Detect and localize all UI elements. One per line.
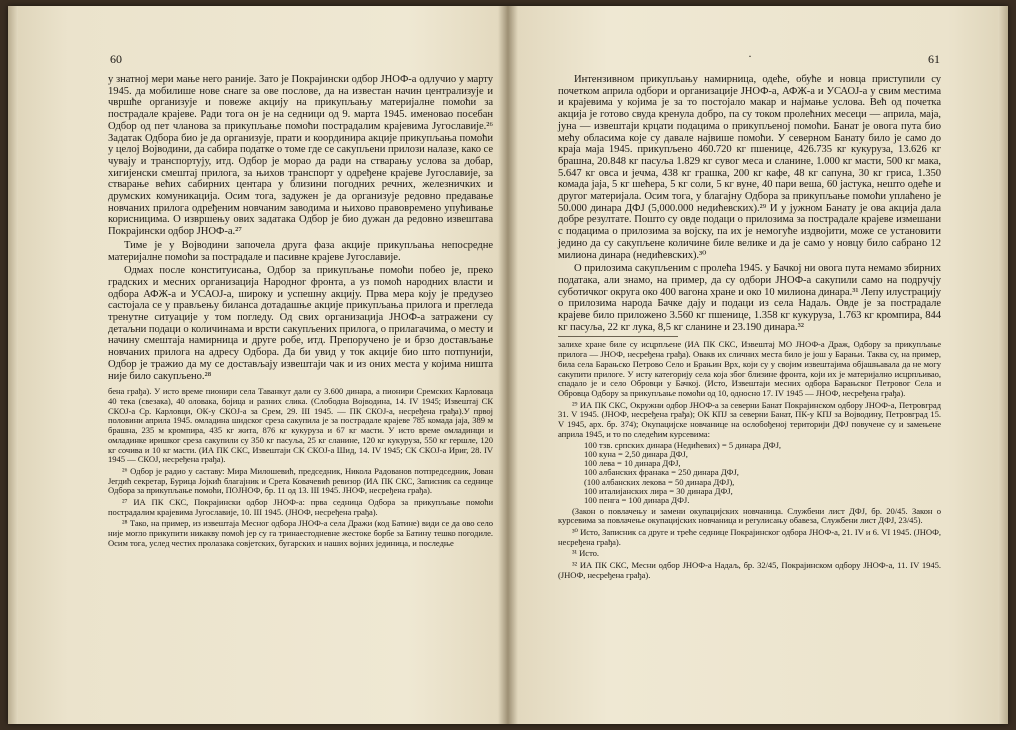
right-page-content	[558, 74, 941, 581]
body-paragraph: Одмах после конституисања, Одбор за прикупљање помоћи побео је, преко градских и месних организација Народног фронта, а уз помоћ народних власти и одбора АФЖ-а и УСАОЈ-а, широку и успешну акцију. Прва мера коју је предузео састојала се у прављењу биланса дотадашње акције прикупљања прилога и прегледа тренутне ситуације у том погледу. Од свих организација ЈНОФ-а затражени су детаљни подаци о количинама и врсти сакупљених прилога, о прилагачима, о месту и начину смештаја намирница и друге робе, итд. Препоручено је и брзо достављање новчаних прилога на адресу Одбора. Да би увид у ток акције био што потпунији, Одбор је тражио да му се достављају извештаји чак и из оних места у којима ништа није било сакупљено.²⁸	[108, 265, 493, 382]
footnote: ²⁷ ИА ПК СКС, Покрајински одбор ЈНОФ-а: прва седница Одбора за прикупљање помоћи пострадалим крајевима Југославије, 10. III 1945. (ЈНОФ, несређена грађа).	[108, 497, 493, 517]
footnote: ²⁶ Одбор је радио у саставу: Мира Милошевић, председник, Никола Радованов потпредседник, Јован Јегдић секретар, Бурица Јојкић благајник и Срета Ковачевић ревизор (ИА ПК СКС, Записник са седнице Одбора за прикупљање помоћи, ПОЈНОФ, бр. 11 од 13. III 1945. ЈНОФ, несређена грађа).	[108, 465, 493, 496]
exchange-rate-item: (100 албанских лекова = 50 динара ДФЈ),	[584, 476, 735, 487]
footnote: ³⁰ Исто, Записник са друге и треће седнице Покрајинског одбора ЈНОФ-а, 21. IV и 6. VI 1945. (ЈНОФ, несређена грађа).	[558, 526, 941, 547]
body-paragraph: Тиме је у Војводини започела друга фаза акције прикупљања непосредне материјалне помоћи за пострадале и пасивне крајеве Југославије.	[108, 239, 493, 263]
footnotes	[108, 387, 493, 548]
right-page	[508, 6, 1008, 724]
footnote-divider	[558, 336, 678, 337]
exchange-rate-item: 100 албанских франака = 250 динара ДФЈ,	[584, 467, 739, 478]
exchange-rate-item: 100 пенга = 100 динара ДФЈ.	[584, 495, 690, 506]
page-number: 60	[110, 52, 122, 66]
footnote: залихе хране биле су исцрпљене (ИА ПК СКС, Извештај МО ЈНОФ-а Драж, Одбору за прикупљање прилога — ЈНОФ, несређена грађа). Овакв их сличних места било је још у Барањи. Таква су, на пример, била села Барањско Петрово Село и Брањин Врх, који су у својим извештајима објашњавала да не могу сакупити прилоге. У исту категорију села која због близине фронта, који их је материјално исцрпљивао, спадало је и село Обровци у Бачкој. (Исто, Извештаји месних одбора Барањског Петровог Села и Обровца Одбору за прикупљање помоћи од 10, односно 17. IV 1945 — ЈНОФ, несређена грађа).	[558, 339, 941, 398]
exchange-rate-item: 100 куна = 2,50 динара ДФЈ,	[584, 448, 688, 459]
footnote: ³² ИА ПК СКС, Месни одбор ЈНОФ-а Надаљ, бр. 32/45, Покрајинском одбору ЈНОФ-а, 11. IV 1945. (ЈНОФ, несређена грађа).	[558, 560, 941, 580]
body-paragraph: О прилозима сакупљеним с пролећа 1945. у Бачкој ни овога пута немамо збирних података, али знамо, на пример, да су одбори ЈНОФ-а сакупили само на подручју суботичког округа око 400 вагона хране и око 10 милиона динара.³¹ Лепу илустрацију о прилозима народа Бачке дају и подаци из села Надаљ. Овде је за пострадале крајеве било приложено 3.560 кг пшенице, 1.358 кг кукуруза, 1.763 кг кромпира, 844 кг пасуља, 22 кг лука, 8,5 кг сланине и 23.190 динара.³²	[558, 263, 941, 333]
footnote: ²⁸ Тако, на пример, из извештаја Месног одбора ЈНОФ-а села Дражи (код Батине) види се да ово село није могло прикупити никакву помоћ јер су га тринаестодневне жестоке борбе за Батину тешко погодиле. Осим тога, услед честих пролазака совјетских, бугарских и наших војних јединица, и последње	[108, 518, 493, 548]
exchange-rate-item: 100 лева = 10 динара ДФЈ,	[584, 458, 681, 469]
exchange-rate-item: 100 тзв. српских динара (Недићевих) = 5 динара ДФЈ,	[584, 439, 782, 450]
page-number: 61	[928, 52, 940, 66]
footnote: бена грађа). У исто време пионири села Таванкут дали су 3.600 динара, а пионири Сремских Карловаца 40 тека (свезака), 40 оловака, бојица и разних слика. (Слободна Војводина, 14. IV 1945; Извештај СК СКОЈ-а Ср. Карловци, ОК-у СКОЈ-а за Срем, 29. III 1945. — ПК СКОЈ-а, несређена грађа).У првој половини априла 1945. омладина шидског среза сакупила је за пострадале крајеве 785 комада јаја, 389 м брашна, 235 м кромпира, 435 кг жита, 876 кг кукуруза и 67 кг масти. У исто време омладинци и омладинке иришког среза сакупили су 350 кг пасуља, 25 кг сланине, 120 кг кукуруза, 550 кг гершле, 120 кг сочива и 10 кг масти. (ИА ПК СКС, Извештаји СК СКОЈ-а Шид, 14. IV 1945; СК СКОЈ-а Ириг, 28. IV 1945 — СКОЈ, несређена грађа).	[108, 386, 493, 465]
body-paragraph: Интензивном прикупљању намирница, одеће, обуће и новца приступили су почетком априла одбори и организације ЈНОФ-а, АФЖ-а и УСАОЈ-а у свим местима и крајевима у којима је за то постојало макар и најмање услова. Већ од почетка акција је готово свуда кренула добро, па су током пролећних месеци — априла, маја, јуна — извештаји крцати подацима о прикупљеној помоћи. Банат је овога пута био мећу обласима које су давале највише помоћи. У северном Банату било је само до краја маја 1945. прикупљено 460.720 кг пшенице, 426.735 кг кукуруза, 13.626 кг брашна, 20.848 кг пасуља 1.829 кг сувог меса и сланине, 1.000 кг масти, 500 кг мака, 5.647 кг овса и јечма, 438 кг грашка, 200 кг кафе, 48 кг сапуна, 30 кг гриса, 1.350 комада јаја, 5 кг шећера, 5 кг соли, 5 кг вуне, 40 пари веша, 60 јастука, нешто одеће и другог материјала. Осим тога, у благајну Одбора за прикупљање помоћи уплаћено је 50.000 динара ДФЈ (5,000.000 недићевских).²⁹ И у јужном Банату је ова акција дала добре резултате. Пошто су овде подаци о прилозима за пострадале крајеве измешани с подацима о прилозима за војску, па их је немогуће издвојити, може се установити једино да су сакупљене количине биле велике и да је само у новцу било сабрано 12 милиона динара (недићевских).³⁰	[558, 74, 941, 261]
left-page-content	[108, 74, 493, 549]
exchange-rate-list	[558, 441, 941, 506]
footnote: (Закон о повлачењу и замени окупацијских новчаница. Службени лист ДФЈ, бр. 20/45. Закон о курсевима за повлачење окупацијских новчаница и регулисању обавеза, Службени лист ДФЈ, 23/45).	[558, 505, 941, 526]
book-spread	[8, 6, 1008, 724]
exchange-rate-item: 100 италијанских лира = 30 динара ДФЈ,	[584, 485, 733, 496]
body-paragraph: у знатној мери мање него раније. Зато је Покрајински одбор ЈНОФ-а одлучио у марту 1945. да мобилише нове снаге за ове послове, да на известан начин централизује и чвршће организује и повеже акцију на прикупљању материјалне помоћи за пострадале крајеве. Ради тога он је на седници од 9. марта 1945. именовао посебан Одбор од пет чланова за прикупљање помоћи пострадалим крајевима Југославије.²⁶ Задатак Одбора био је да организује, прати и координира акције прикупљања помоћи у целој Војводини, да сабира податке о томе где се сакупљени прилози налазе, како се чувају и транспортују, итд. Одбор је морао да ради на стварању услова за добар, хигијенски смештај прилога, за њихов транспорт у одређене крајеве Југославије, за стварање већих сабирних центара у близини погодних речних, железничких и друмских комуникација. Осим тога, задужен је да организује редовно предавање новчаних прилога одређеним новчаним заводима и њихово правовремено упућивање корисницима. О извршењу ових задатака Одбор је био дужан да редовно извештава Покрајински одбор ЈНОФ-а.²⁷	[108, 74, 493, 238]
footnote: ²⁹ ИА ПК СКС, Окружни одбор ЈНОФ-а за северни Банат Покрајинском одбору ЈНОФ-а, Петровград 31. V 1945. (ЈНОФ, несређена грађа); ОК КПЈ за северни Банат, ПК-у КПЈ за Војводину, Петровград 15. V 1945, арх. бр. 374); Окупацијске новчанице на ослобођеној територији ДФЈ повучене су и замењене априла 1945, и то по следећим курсевима:	[558, 399, 941, 439]
footnote: ³¹ Исто.	[572, 548, 600, 559]
left-page	[8, 6, 508, 724]
print-speck: ·	[748, 49, 752, 63]
footnotes	[558, 340, 941, 580]
